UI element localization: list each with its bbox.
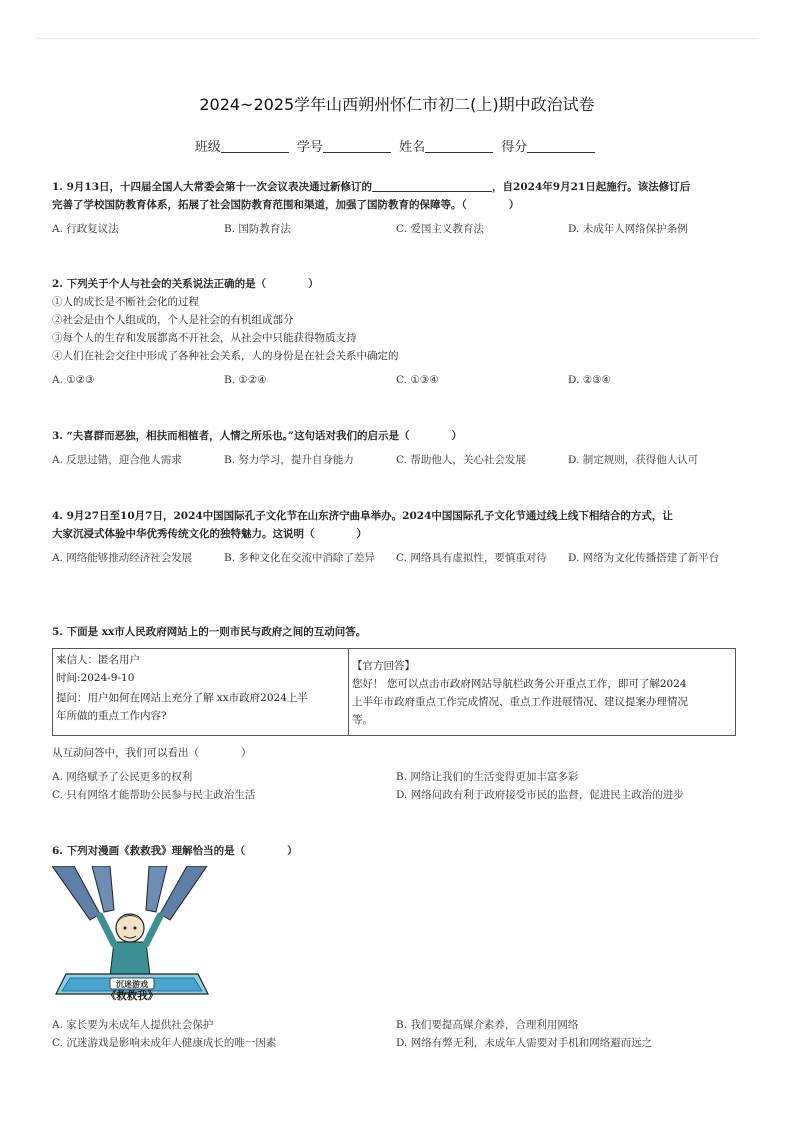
question-stem: 6. 下列对漫画《救救我》理解恰当的是（ ） bbox=[52, 845, 298, 857]
options bbox=[52, 768, 742, 808]
name-field[interactable] bbox=[399, 136, 497, 155]
arm-icon bbox=[146, 866, 167, 912]
option-c[interactable]: C. 沉迷游戏是影响未成年人健康成长的唯一因素 bbox=[52, 1037, 277, 1049]
question-stem: 3. “夫喜群而恶独，相扶而相植者，人情之所乐也。”这句话对我们的启示是（ ） bbox=[52, 430, 462, 442]
option-b[interactable]: B. ①②④ bbox=[224, 374, 267, 386]
phone-screen-text: 沉迷游戏 bbox=[116, 980, 148, 989]
option-d[interactable]: D. 网络有弊无利，未成年人需要对手机和网络避而远之 bbox=[396, 1037, 653, 1049]
options bbox=[52, 1016, 742, 1056]
question-3 bbox=[52, 427, 742, 487]
answer-cell bbox=[352, 657, 735, 729]
question-line: 提问：用户如何在网站上充分了解 xx市政府2024上半 bbox=[56, 692, 308, 704]
question-stem: 大家沉浸式体验中华优秀传统文化的独特魅力。这说明（ ） bbox=[52, 528, 367, 540]
question-cell bbox=[56, 651, 344, 725]
question-stem: 2. 下列关于个人与社会的关系说法正确的是（ ） bbox=[52, 278, 319, 290]
class-label: 班级 bbox=[194, 140, 221, 155]
question-6-options bbox=[52, 1016, 742, 1056]
question-stem: 5. 下面是 xx市人民政府网站上的一则市民与政府之间的互动问答。 bbox=[52, 626, 367, 638]
name-blank[interactable] bbox=[425, 140, 493, 153]
student-id-field[interactable] bbox=[297, 136, 395, 155]
comic-caption: 《救救我》 bbox=[105, 990, 159, 1002]
statement-3: ③每个人的生存和发展都离不开社会，从社会中只能获得物质支持 bbox=[52, 332, 357, 344]
option-c[interactable]: C. 网络具有虚拟性，要慎重对待 bbox=[396, 552, 547, 564]
options bbox=[52, 220, 742, 256]
body-icon bbox=[110, 942, 150, 976]
option-a[interactable]: A. ①②③ bbox=[52, 374, 95, 386]
page-top-rule bbox=[36, 38, 758, 39]
followup-text: 从互动问答中，我们可以看出（ ） bbox=[52, 747, 252, 759]
name-label: 姓名 bbox=[399, 140, 426, 155]
answer-blank bbox=[372, 180, 492, 192]
option-a[interactable]: A. 反思过错，迎合他人需求 bbox=[52, 454, 182, 466]
statement-2: ②社会是由个人组成的，个人是社会的有机组成部分 bbox=[52, 314, 294, 326]
answer-line: 上半年市政府重点工作完成情况、重点工作进展情况、建议提案办理情况 bbox=[352, 696, 688, 708]
option-b[interactable]: B. 努力学习，提升自身能力 bbox=[224, 454, 354, 466]
option-a[interactable]: A. 家长要为未成年人提供社会保护 bbox=[52, 1019, 214, 1031]
option-c[interactable]: C. 只有网络才能帮助公民参与民主政治生活 bbox=[52, 789, 256, 801]
answer-line: 您好！ 您可以点击市政府网站导航栏政务公开重点工作，即可了解2024 bbox=[352, 678, 687, 690]
answer-line: 等。 bbox=[352, 714, 373, 726]
option-d[interactable]: D. 网络问政有利于政府接受市民的监督，促进民主政治的进步 bbox=[396, 789, 684, 801]
option-b[interactable]: B. 网络让我们的生活变得更加丰富多彩 bbox=[396, 771, 579, 783]
official-answer-heading: 【官方回答】 bbox=[352, 660, 415, 672]
option-a[interactable]: A. 行政复议法 bbox=[52, 223, 119, 235]
question-stem: 1. 9月13日，十四届全国人大常委会第十一次会议表决通过新修订的 ，自2024年9月21日起施行。该法修订后 bbox=[52, 181, 691, 193]
question-4 bbox=[52, 507, 742, 585]
option-c[interactable]: C. 帮助他人，关心社会发展 bbox=[396, 454, 526, 466]
question-5-followup bbox=[52, 744, 742, 808]
statement-4: ④人们在社会交往中形成了各种社会关系，人的身份是在社会关系中确定的 bbox=[52, 350, 399, 362]
score-label: 得分 bbox=[501, 140, 528, 155]
option-c[interactable]: C. ①③④ bbox=[396, 374, 439, 386]
option-d[interactable]: D. 未成年人网络保护条例 bbox=[568, 223, 688, 235]
option-b[interactable]: B. 我们要提高媒介素养，合理利用网络 bbox=[396, 1019, 579, 1031]
left-arm-icon bbox=[52, 866, 100, 920]
question-2 bbox=[52, 275, 742, 407]
options bbox=[52, 549, 742, 585]
question-1 bbox=[52, 178, 742, 256]
student-info-line bbox=[0, 136, 794, 155]
options bbox=[52, 451, 742, 487]
score-blank[interactable] bbox=[527, 140, 595, 153]
table-divider bbox=[348, 649, 349, 735]
option-b[interactable]: B. 国防教育法 bbox=[224, 223, 291, 235]
question-6 bbox=[52, 842, 742, 860]
class-field[interactable] bbox=[195, 136, 293, 155]
right-arm-icon bbox=[160, 866, 207, 920]
options bbox=[52, 371, 742, 407]
question-5 bbox=[52, 623, 742, 641]
option-a[interactable]: A. 网络赋予了公民更多的权利 bbox=[52, 771, 193, 783]
comic-image bbox=[52, 866, 212, 1006]
qa-table bbox=[52, 648, 736, 736]
student-id-blank[interactable] bbox=[323, 140, 391, 153]
option-d[interactable]: D. 制定规则，获得他人认可 bbox=[568, 454, 699, 466]
option-d[interactable]: D. ②③④ bbox=[568, 374, 611, 386]
option-d[interactable]: D. 网络为文化传播搭建了新平台 bbox=[568, 552, 720, 564]
question-line: 年所做的重点工作内容? bbox=[56, 710, 167, 722]
class-blank[interactable] bbox=[221, 140, 289, 153]
statement-1: ①人的成长是不断社会化的过程 bbox=[52, 296, 199, 308]
option-c[interactable]: C. 爱国主义教育法 bbox=[396, 223, 484, 235]
score-field[interactable] bbox=[501, 136, 599, 155]
option-a[interactable]: A. 网络能够推动经济社会发展 bbox=[52, 552, 193, 564]
question-stem: 完善了学校国防教育体系，拓展了社会国防教育范围和渠道，加强了国防教育的保障等。（ ） bbox=[52, 199, 520, 211]
question-stem: 4. 9月27日至10月7日，2024中国国际孔子文化节在山东济宁曲阜举办。2024中国国际孔子文化节通过线上线下相结合的方式，让 bbox=[52, 510, 673, 522]
sender-line: 来信人：匿名用户 bbox=[56, 654, 140, 666]
student-id-label: 学号 bbox=[296, 140, 323, 155]
option-b[interactable]: B. 多种文化在交流中消除了差异 bbox=[224, 552, 375, 564]
exam-title: 2024~2025学年山西朔州怀仁市初二(上)期中政治试卷 bbox=[199, 95, 595, 114]
date-line: 时间:2024-9-10 bbox=[56, 672, 135, 684]
